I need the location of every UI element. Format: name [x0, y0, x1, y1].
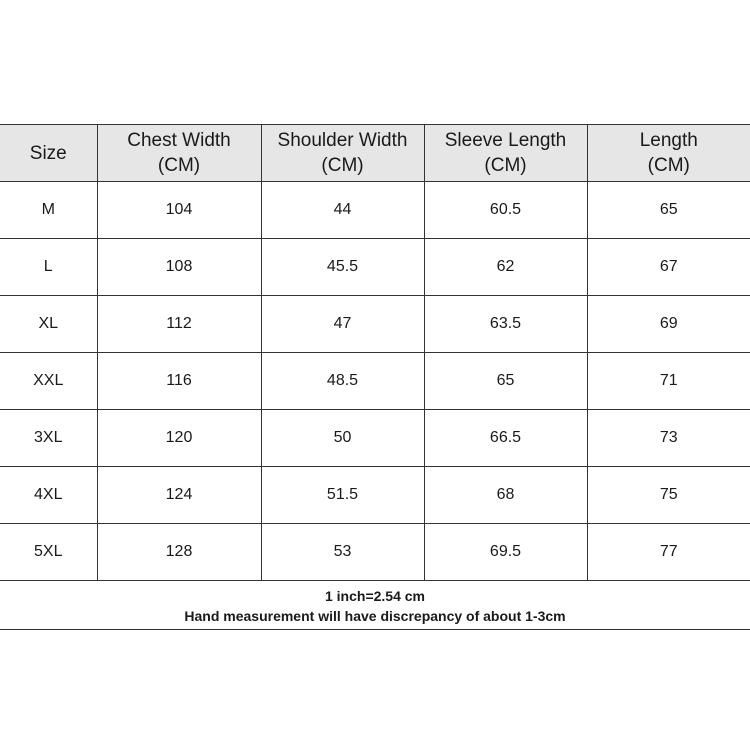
cell-shoulder-width: 50: [261, 410, 424, 467]
header-chest-width-label: Chest Width: [127, 130, 231, 151]
table-row: [0, 296, 750, 353]
cell-shoulder-width: 47: [261, 296, 424, 353]
header-sleeve-length-unit: (CM): [484, 155, 527, 176]
cell-shoulder-width: 44: [261, 182, 424, 239]
header-length-label: Length: [639, 130, 698, 151]
cell-length: 69: [587, 296, 750, 353]
header-chest-width-unit: (CM): [157, 155, 201, 176]
cell-shoulder-width: 51.5: [261, 467, 424, 524]
cell-chest-width: 108: [97, 239, 261, 296]
table-header: [0, 125, 750, 182]
cell-size: 3XL: [0, 410, 97, 467]
header-sleeve-length: [424, 125, 587, 182]
size-chart-table: [0, 124, 750, 581]
header-chest-width: [97, 125, 261, 182]
cell-chest-width: 116: [97, 353, 261, 410]
cell-length: 71: [587, 353, 750, 410]
cell-sleeve-length: 65: [424, 353, 587, 410]
cell-sleeve-length: 68: [424, 467, 587, 524]
cell-size: 5XL: [0, 524, 97, 581]
cell-sleeve-length: 66.5: [424, 410, 587, 467]
discrepancy-note: Hand measurement will have discrepancy of about 1-3cm: [184, 608, 566, 624]
cell-chest-width: 104: [97, 182, 261, 239]
cell-shoulder-width: 45.5: [261, 239, 424, 296]
cell-sleeve-length: 62: [424, 239, 587, 296]
table-row: [0, 467, 750, 524]
cell-length: 67: [587, 239, 750, 296]
size-chart: [0, 124, 750, 630]
table-row: [0, 524, 750, 581]
cell-size: L: [0, 239, 97, 296]
conversion-note: 1 inch=2.54 cm: [324, 588, 425, 604]
cell-size: M: [0, 182, 97, 239]
header-length: [587, 125, 750, 182]
table-row: [0, 353, 750, 410]
header-shoulder-width-label: Shoulder Width: [277, 130, 408, 151]
header-shoulder-width: [261, 125, 424, 182]
table-row: [0, 410, 750, 467]
cell-chest-width: 120: [97, 410, 261, 467]
cell-size: XXL: [0, 353, 97, 410]
header-sleeve-length-label: Sleeve Length: [444, 130, 567, 151]
cell-size: XL: [0, 296, 97, 353]
cell-sleeve-length: 69.5: [424, 524, 587, 581]
cell-shoulder-width: 48.5: [261, 353, 424, 410]
header-length-unit: (CM): [647, 155, 690, 176]
table-row: [0, 182, 750, 239]
cell-sleeve-length: 63.5: [424, 296, 587, 353]
cell-chest-width: 124: [97, 467, 261, 524]
header-size-label: Size: [29, 142, 67, 164]
cell-sleeve-length: 60.5: [424, 182, 587, 239]
header-size: [0, 125, 97, 182]
cell-length: 75: [587, 467, 750, 524]
table-body: [0, 182, 750, 581]
cell-chest-width: 112: [97, 296, 261, 353]
header-row: [0, 125, 750, 182]
cell-length: 65: [587, 182, 750, 239]
table-row: [0, 239, 750, 296]
cell-length: 77: [587, 524, 750, 581]
cell-chest-width: 128: [97, 524, 261, 581]
cell-size: 4XL: [0, 467, 97, 524]
cell-length: 73: [587, 410, 750, 467]
cell-shoulder-width: 53: [261, 524, 424, 581]
header-shoulder-width-unit: (CM): [321, 155, 364, 176]
measurement-notes: [0, 581, 750, 630]
